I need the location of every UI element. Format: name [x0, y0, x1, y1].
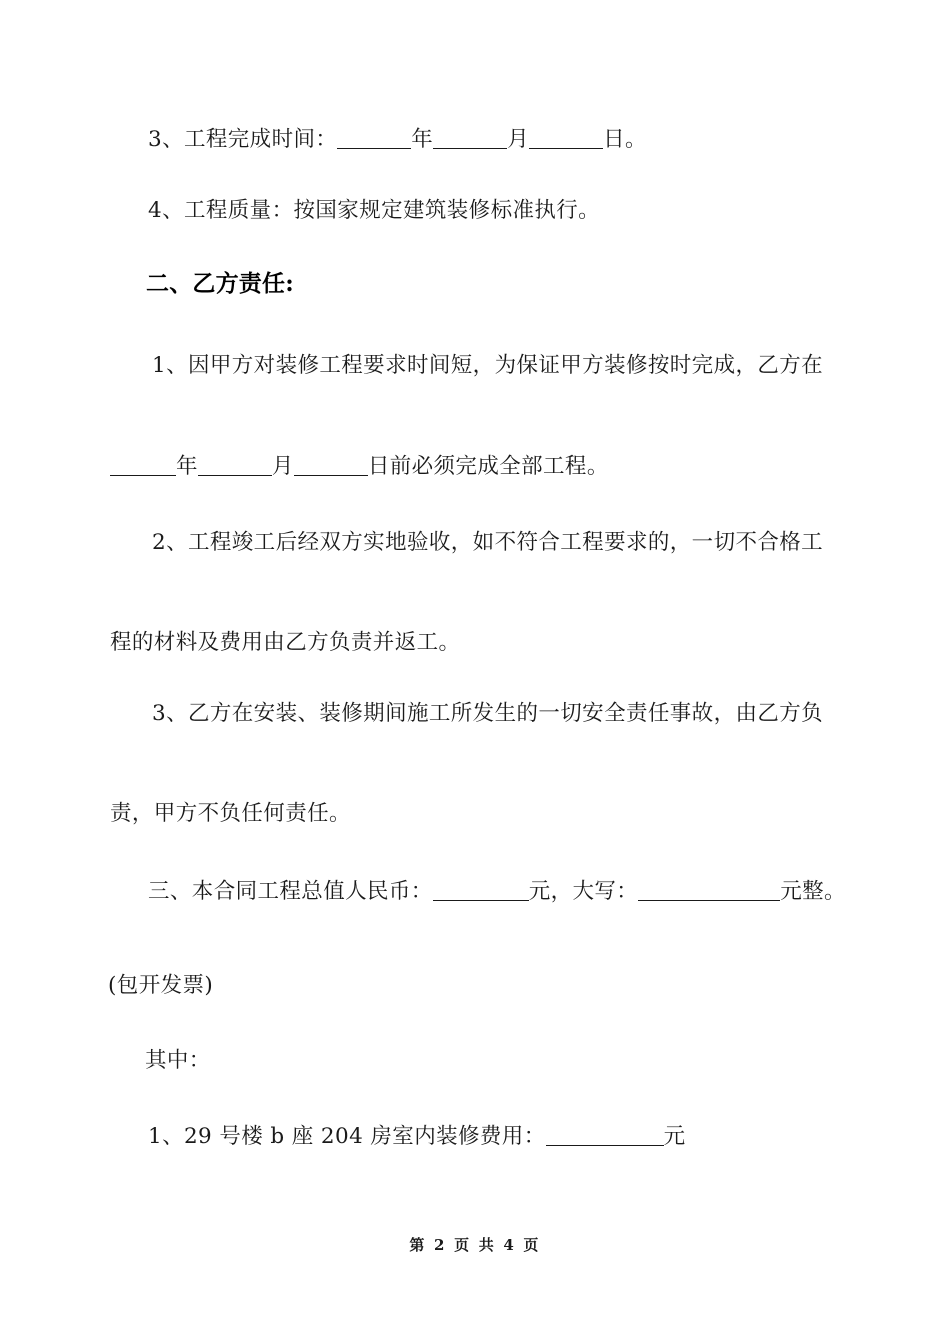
sub-item-1-renovation-fee [148, 1125, 686, 1147]
item-3-label: 3、工程完成时间： [148, 126, 338, 152]
section-3-mid: 元，大写： [528, 878, 639, 904]
total-amount-blank[interactable] [433, 880, 529, 901]
clause-1-month-unit: 月 [271, 453, 294, 479]
page-footer: 第 2 页 共 4 页 [409, 1236, 541, 1254]
clause-3-line-1: 3、乙方在安装、装修期间施工所发生的一切安全责任事故，由乙方负 [152, 701, 824, 726]
completion-day-blank[interactable] [529, 128, 603, 149]
sub-item-1-prefix: 1、29 号楼 b 座 204 房室内装修费用： [148, 1123, 546, 1149]
section-3-prefix: 三、本合同工程总值人民币： [148, 878, 433, 904]
among-label: 其中： [145, 1048, 211, 1073]
clause-2-line-2: 程的材料及费用由乙方负责并返工。 [110, 630, 461, 655]
paragraph-item-3 [148, 128, 647, 150]
clause-3-line-2: 责，甲方不负任何责任。 [110, 801, 351, 826]
clause-2-line-1: 2、工程竣工后经双方实地验收，如不符合工程要求的，一切不合格工 [152, 530, 824, 555]
renovation-fee-blank[interactable] [546, 1125, 664, 1146]
deadline-month-blank[interactable] [198, 455, 272, 476]
deadline-year-blank[interactable] [110, 455, 176, 476]
total-amount-words-blank[interactable] [638, 880, 780, 901]
sub-item-1-unit: 元 [663, 1123, 686, 1149]
section-3-suffix: 元整。 [780, 878, 846, 904]
clause-1-year-unit: 年 [176, 453, 198, 479]
clause-1-line-2 [110, 455, 609, 477]
section-3-total-value [148, 880, 846, 902]
item-3-day-unit: 日。 [603, 126, 647, 152]
item-3-month-unit: 月 [507, 126, 530, 152]
clause-1-line-1: 1、因甲方对装修工程要求时间短，为保证甲方装修按时完成，乙方在 [152, 353, 824, 378]
section-heading-party-b-duties: 二、乙方责任: [146, 270, 294, 297]
completion-year-blank[interactable] [337, 128, 411, 149]
clause-1-tail: 日前必须完成全部工程。 [367, 453, 609, 479]
deadline-day-blank[interactable] [294, 455, 368, 476]
invoice-note: (包开发票) [108, 973, 214, 998]
paragraph-item-4: 4、工程质量：按国家规定建筑装修标准执行。 [148, 198, 601, 223]
item-3-year-unit: 年 [411, 126, 434, 152]
completion-month-blank[interactable] [433, 128, 507, 149]
